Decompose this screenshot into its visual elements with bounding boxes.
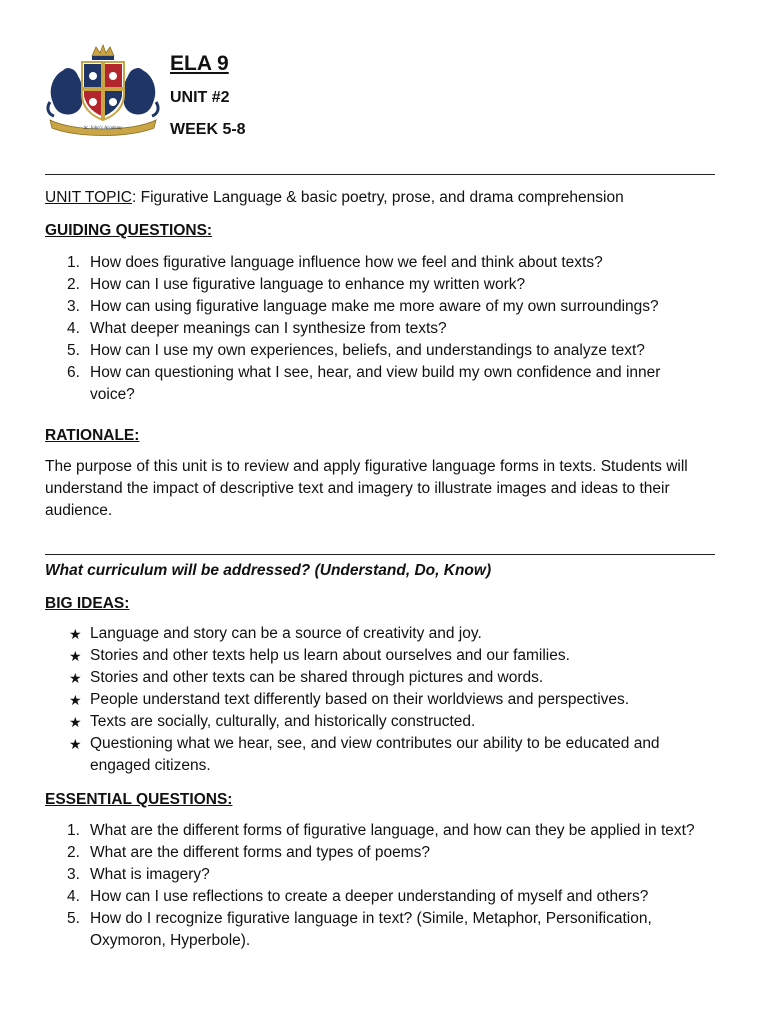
- unit-topic-text: : Figurative Language & basic poetry, prose, and drama comprehension: [132, 189, 624, 206]
- list-item: ★ People understand text differently based on their worldviews and perspectives.: [45, 689, 705, 711]
- list-item: 4. What deeper meanings can I synthesize from texts?: [67, 320, 447, 337]
- star-icon: ★: [69, 736, 82, 752]
- list-item: 3. What is imagery?: [67, 866, 210, 883]
- title-block: [170, 50, 246, 140]
- list-item: 2. What are the different forms and types of poems?: [67, 844, 431, 861]
- curriculum-heading: What curriculum will be addressed? (Understand, Do, Know): [45, 562, 492, 579]
- unit-topic-label: UNIT TOPIC: [45, 189, 132, 206]
- list-item: 3. How can using figurative language make me more aware of my own surroundings?: [67, 298, 659, 315]
- week-range: WEEK 5-8: [170, 121, 246, 138]
- list-item: 1. How does figurative language influence how we feel and think about texts?: [67, 254, 603, 271]
- list-item: ★ Language and story can be a source of creativity and joy.: [45, 623, 705, 645]
- rationale-heading: RATIONALE:: [45, 427, 140, 444]
- star-icon: ★: [69, 670, 82, 686]
- list-item: 4. How can I use reflections to create a deeper understanding of myself and others?: [67, 888, 649, 905]
- star-icon: ★: [69, 692, 82, 708]
- star-icon: ★: [69, 626, 82, 642]
- list-item: ★ Stories and other texts can be shared through pictures and words.: [45, 667, 705, 689]
- big-ideas-list: [45, 623, 705, 777]
- list-item: ★ Texts are socially, culturally, and historically constructed.: [45, 711, 705, 733]
- crest-motto: St. John's Academy: [83, 126, 123, 131]
- unit-number: UNIT #2: [170, 89, 230, 106]
- page-title: ELA 9: [170, 52, 229, 75]
- unit-topic: [45, 187, 725, 209]
- rationale-text: The purpose of this unit is to review and apply figurative language forms in texts. Students will understand the impact of descriptive text and imagery to illustrate images and ideas to their audience.: [45, 458, 688, 519]
- list-item: ★ Questioning what we hear, see, and view contributes our ability to be educated and engaged citizens.: [69, 735, 660, 774]
- school-crest-logo: [44, 42, 162, 136]
- essential-questions-list: [45, 820, 705, 952]
- list-item: 6. How can questioning what I see, hear, and view build my own confidence and inner voice?: [67, 364, 661, 403]
- star-icon: ★: [69, 714, 82, 730]
- big-ideas-heading: BIG IDEAS:: [45, 595, 130, 612]
- list-item: 2. How can I use figurative language to enhance my written work?: [67, 276, 526, 293]
- list-item: ★ Stories and other texts help us learn about ourselves and our families.: [45, 645, 705, 667]
- guiding-questions-heading: GUIDING QUESTIONS:: [45, 222, 213, 239]
- divider-line: [45, 174, 715, 175]
- divider-line: [45, 554, 715, 555]
- essential-questions-heading: ESSENTIAL QUESTIONS:: [45, 791, 233, 808]
- list-item: 5. How do I recognize figurative language in text? (Simile, Metaphor, Personification, Oxymoron, Hyperbole).: [67, 910, 652, 949]
- list-item: 1. What are the different forms of figurative language, and how can they be applied in text?: [67, 822, 695, 839]
- list-item: 5. How can I use my own experiences, beliefs, and understandings to analyze text?: [67, 342, 645, 359]
- star-icon: ★: [69, 648, 82, 664]
- guiding-questions-list: [45, 252, 705, 406]
